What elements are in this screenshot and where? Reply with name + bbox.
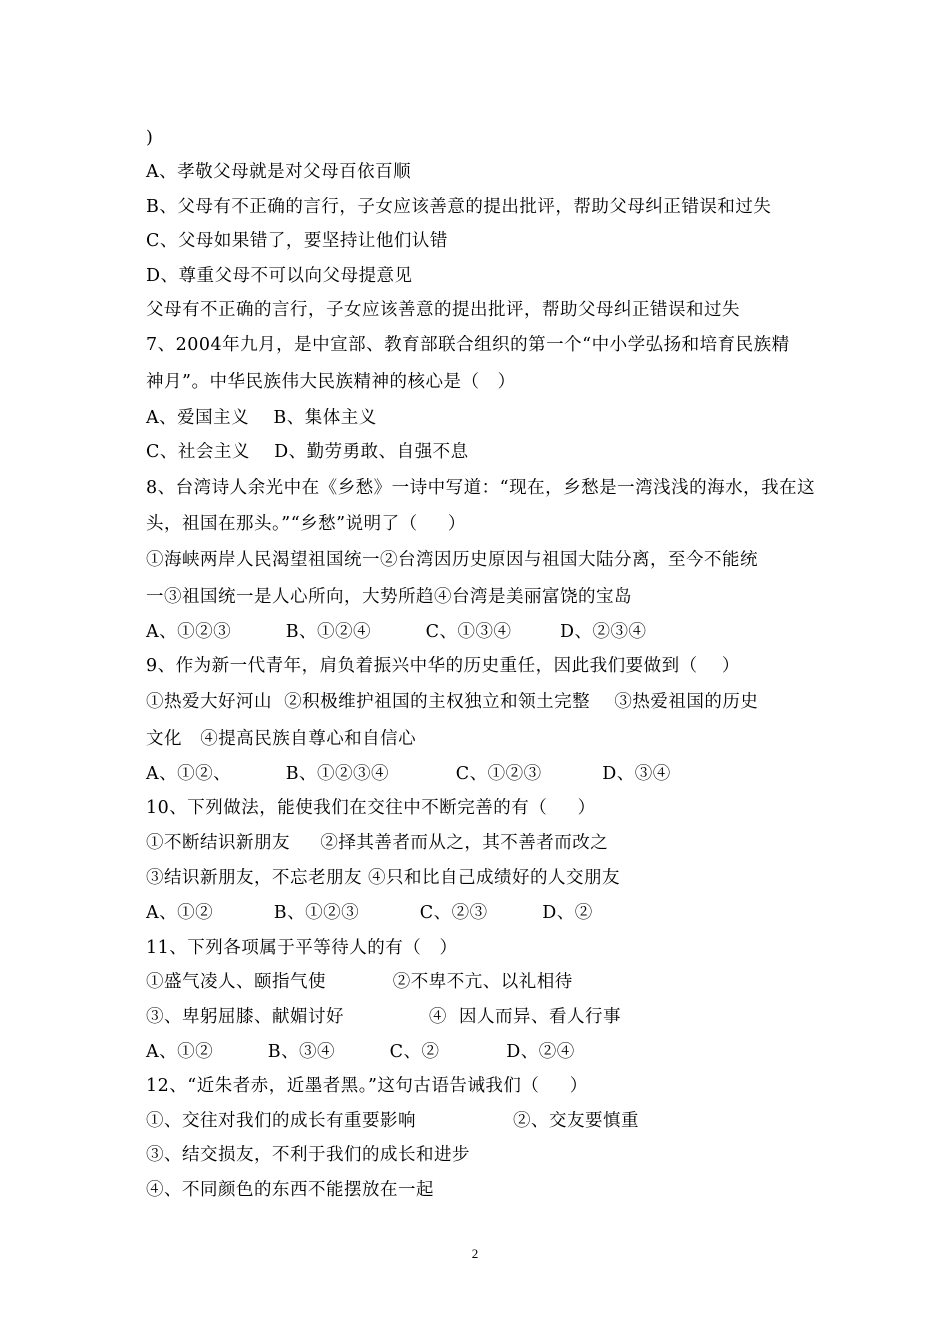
text-line: A、①②③ B、①②④ C、①③④ D、②③④: [146, 622, 647, 642]
text-line: 10、下列做法，能使我们在交往中不断完善的有（ ）: [146, 798, 596, 818]
text-line: 父母有不正确的言行，子女应该善意的提出批评，帮助父母纠正错误和过失: [146, 300, 740, 320]
page-number: 2: [471, 1246, 479, 1261]
text-line: ①盛气凌人、颐指气使 ②不卑不亢、以礼相待: [146, 972, 573, 992]
text-line: ③、卑躬屈膝、献媚讨好 ④ 因人而异、看人行事: [146, 1007, 622, 1027]
text-line: 8、台湾诗人余光中在《乡愁》一诗中写道：“现在，乡愁是一湾浅浅的海水，我在这: [146, 478, 816, 498]
text-line: 神月”。中华民族伟大民族精神的核心是（ ）: [146, 372, 516, 392]
text-line: ③结识新朋友，不忘老朋友 ④只和比自己成绩好的人交朋友: [146, 868, 621, 888]
text-line: 7、2004年九月，是中宣部、教育部联合组织的第一个“中小学弘扬和培育民族精: [146, 335, 790, 355]
text-line: ①、交往对我们的成长有重要影响 ②、交友要慎重: [146, 1111, 640, 1131]
text-line: ①热爱大好河山 ②积极维护祖国的主权独立和领土完整 ③热爱祖国的历史: [146, 692, 759, 712]
text-line: 一③祖国统一是人心所向，大势所趋④台湾是美丽富饶的宝岛: [146, 587, 632, 607]
text-line: A、①② B、③④ C、② D、②④: [146, 1042, 575, 1062]
text-line: C、社会主义 D、勤劳勇敢、自强不息: [146, 442, 469, 462]
text-line: 9、作为新一代青年，肩负着振兴中华的历史重任，因此我们要做到（ ）: [146, 656, 740, 676]
text-line: A、爱国主义 B、集体主义: [146, 408, 377, 428]
text-line: 文化 ④提高民族自尊心和自信心: [146, 729, 417, 749]
text-line: 12、“近朱者赤，近墨者黑。”这句古语告诫我们（ ）: [146, 1076, 588, 1096]
text-line: ④、不同颜色的东西不能摆放在一起: [146, 1180, 434, 1200]
text-line: B、父母有不正确的言行，子女应该善意的提出批评，帮助父母纠正错误和过失: [146, 197, 772, 217]
text-line: A、①② B、①②③ C、②③ D、②: [146, 903, 593, 923]
text-line: 11、下列各项属于平等待人的有（ ）: [146, 938, 458, 958]
text-line: ③、结交损友，不利于我们的成长和进步: [146, 1145, 470, 1165]
text-line: D、尊重父母不可以向父母提意见: [146, 266, 413, 286]
text-line: 头，祖国在那头。”“乡愁”说明了（ ）: [146, 514, 466, 534]
text-line: ): [146, 128, 154, 148]
text-line: ①不断结识新朋友 ②择其善者而从之，其不善者而改之: [146, 833, 609, 853]
text-line: A、孝敬父母就是对父母百依百顺: [146, 162, 412, 182]
text-line: C、父母如果错了，要坚持让他们认错: [146, 231, 448, 251]
text-line: ①海峡两岸人民渴望祖国统一②台湾因历史原因与祖国大陆分离，至今不能统: [146, 550, 758, 570]
text-line: A、①②、 B、①②③④ C、①②③ D、③④: [146, 764, 671, 784]
